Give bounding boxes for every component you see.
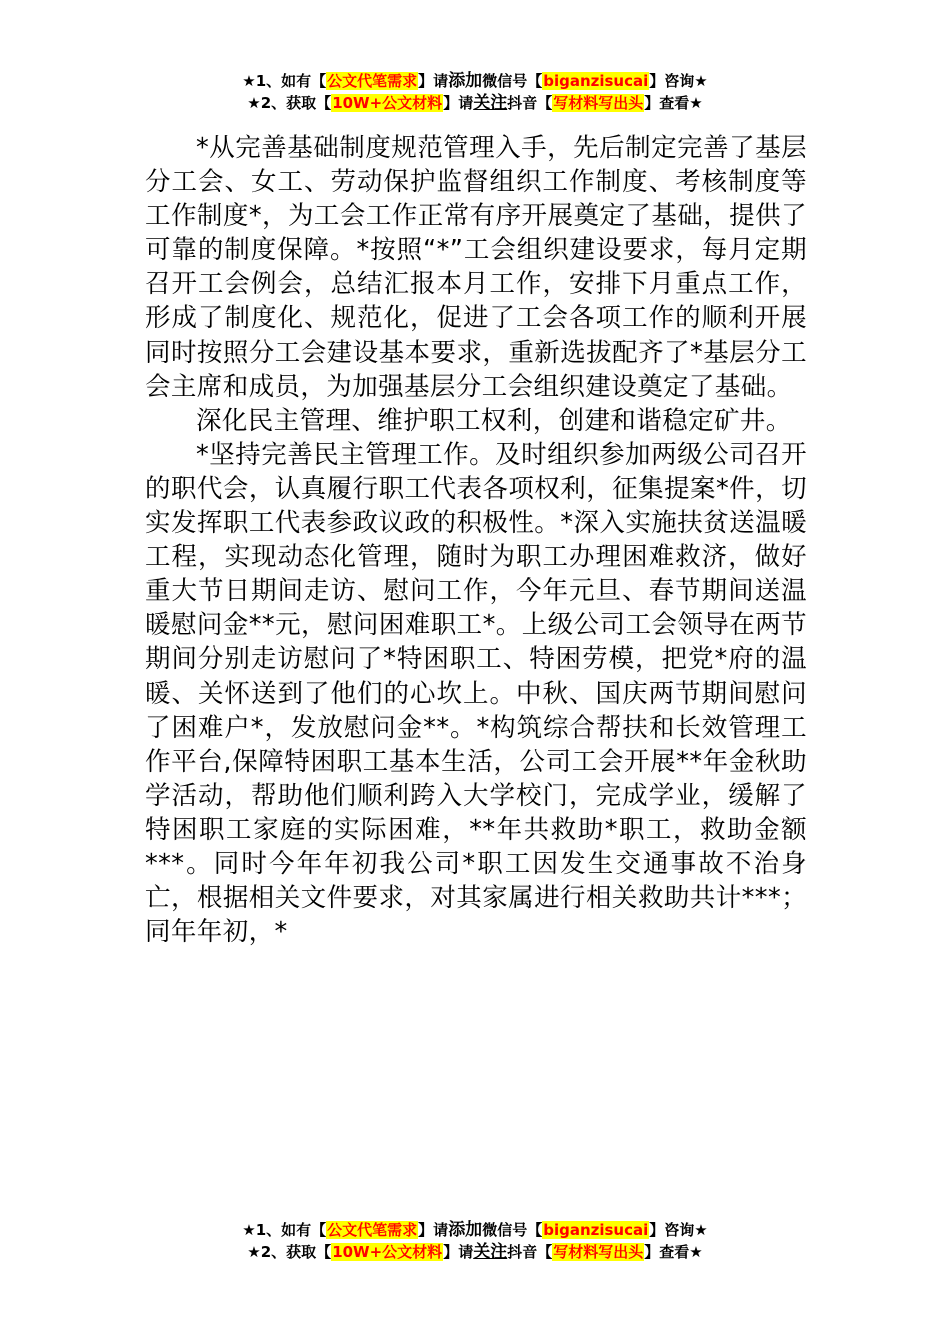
header-banner xyxy=(0,70,950,114)
header-highlight-service: 公文代笔需求 xyxy=(327,72,418,90)
body-paragraph: 深化民主管理、维护职工权利，创建和谐稳定矿井。 xyxy=(196,405,792,436)
header-highlight-wechat-id: biganzisucai xyxy=(543,72,649,90)
footer-banner xyxy=(0,1219,950,1263)
body-paragraph: *坚持完善民主管理工作。及时组织参加两级公司召开的职代会，认真履行职工代表各项权利，征集提案*件，切实发挥职工代表参政议政的积极性。*深入实施扶贫送温暖工程，实现动态化管理，随时为职工办理困难救济，做好重大节日期间走访、慰问工作，今年元旦、春节期间送温暖慰问金**元，慰问困难职工*。上级公司工会领导在两节期间分别走访慰问了*特困职工、特困劳模，把党*府的温暖、关怀送到了他们的心坎上。中秋、国庆两节期间慰问了困难户*，发放慰问金**。*构筑综合帮扶和长效管理工作平台,保障特困职工基本生活，公司工会开展**年金秋助学活动，帮助他们顺利跨入大学校门，完成学业，缓解了特困职工家庭的实际困难，**年共救助*职工，救助金额***。同时今年年初我公司*职工因发生交通事故不治身亡，根据相关文件要求，对其家属进行相关救助共计***；同年年初，* xyxy=(145,439,807,948)
header-highlight-materials: 10W+公文材料 xyxy=(332,94,443,112)
header-highlight-douyin: 写材料写出头 xyxy=(553,94,644,112)
document-body xyxy=(145,131,807,949)
footer-highlight-wechat-id: biganzisucai xyxy=(543,1221,649,1239)
footer-banner-line-2: ★2、获取【10W+公文材料】请关注抖音【写材料写出头】查看★ xyxy=(247,1242,703,1262)
header-banner-line-1: ★1、如有【公文代笔需求】请添加微信号【biganzisucai】咨询★ xyxy=(242,71,708,91)
footer-highlight-service: 公文代笔需求 xyxy=(327,1221,418,1239)
footer-highlight-douyin: 写材料写出头 xyxy=(553,1243,644,1261)
body-paragraph: *从完善基础制度规范管理入手，先后制定完善了基层分工会、女工、劳动保护监督组织工作制度、考核制度等工作制度*，为工会工作正常有序开展奠定了基础，提供了可靠的制度保障。*按照“*”工会组织建设要求，每月定期召开工会例会，总结汇报本月工作，安排下月重点工作，形成了制度化、规范化，促进了工会各项工作的顺利开展同时按照分工会建设基本要求，重新选拔配齐了*基层分工会主席和成员，为加强基层分工会组织建设奠定了基础。 xyxy=(145,133,807,402)
header-banner-line-2: ★2、获取【10W+公文材料】请关注抖音【写材料写出头】查看★ xyxy=(247,93,703,113)
footer-banner-line-1: ★1、如有【公文代笔需求】请添加微信号【biganzisucai】咨询★ xyxy=(242,1220,708,1240)
footer-highlight-materials: 10W+公文材料 xyxy=(332,1243,443,1261)
